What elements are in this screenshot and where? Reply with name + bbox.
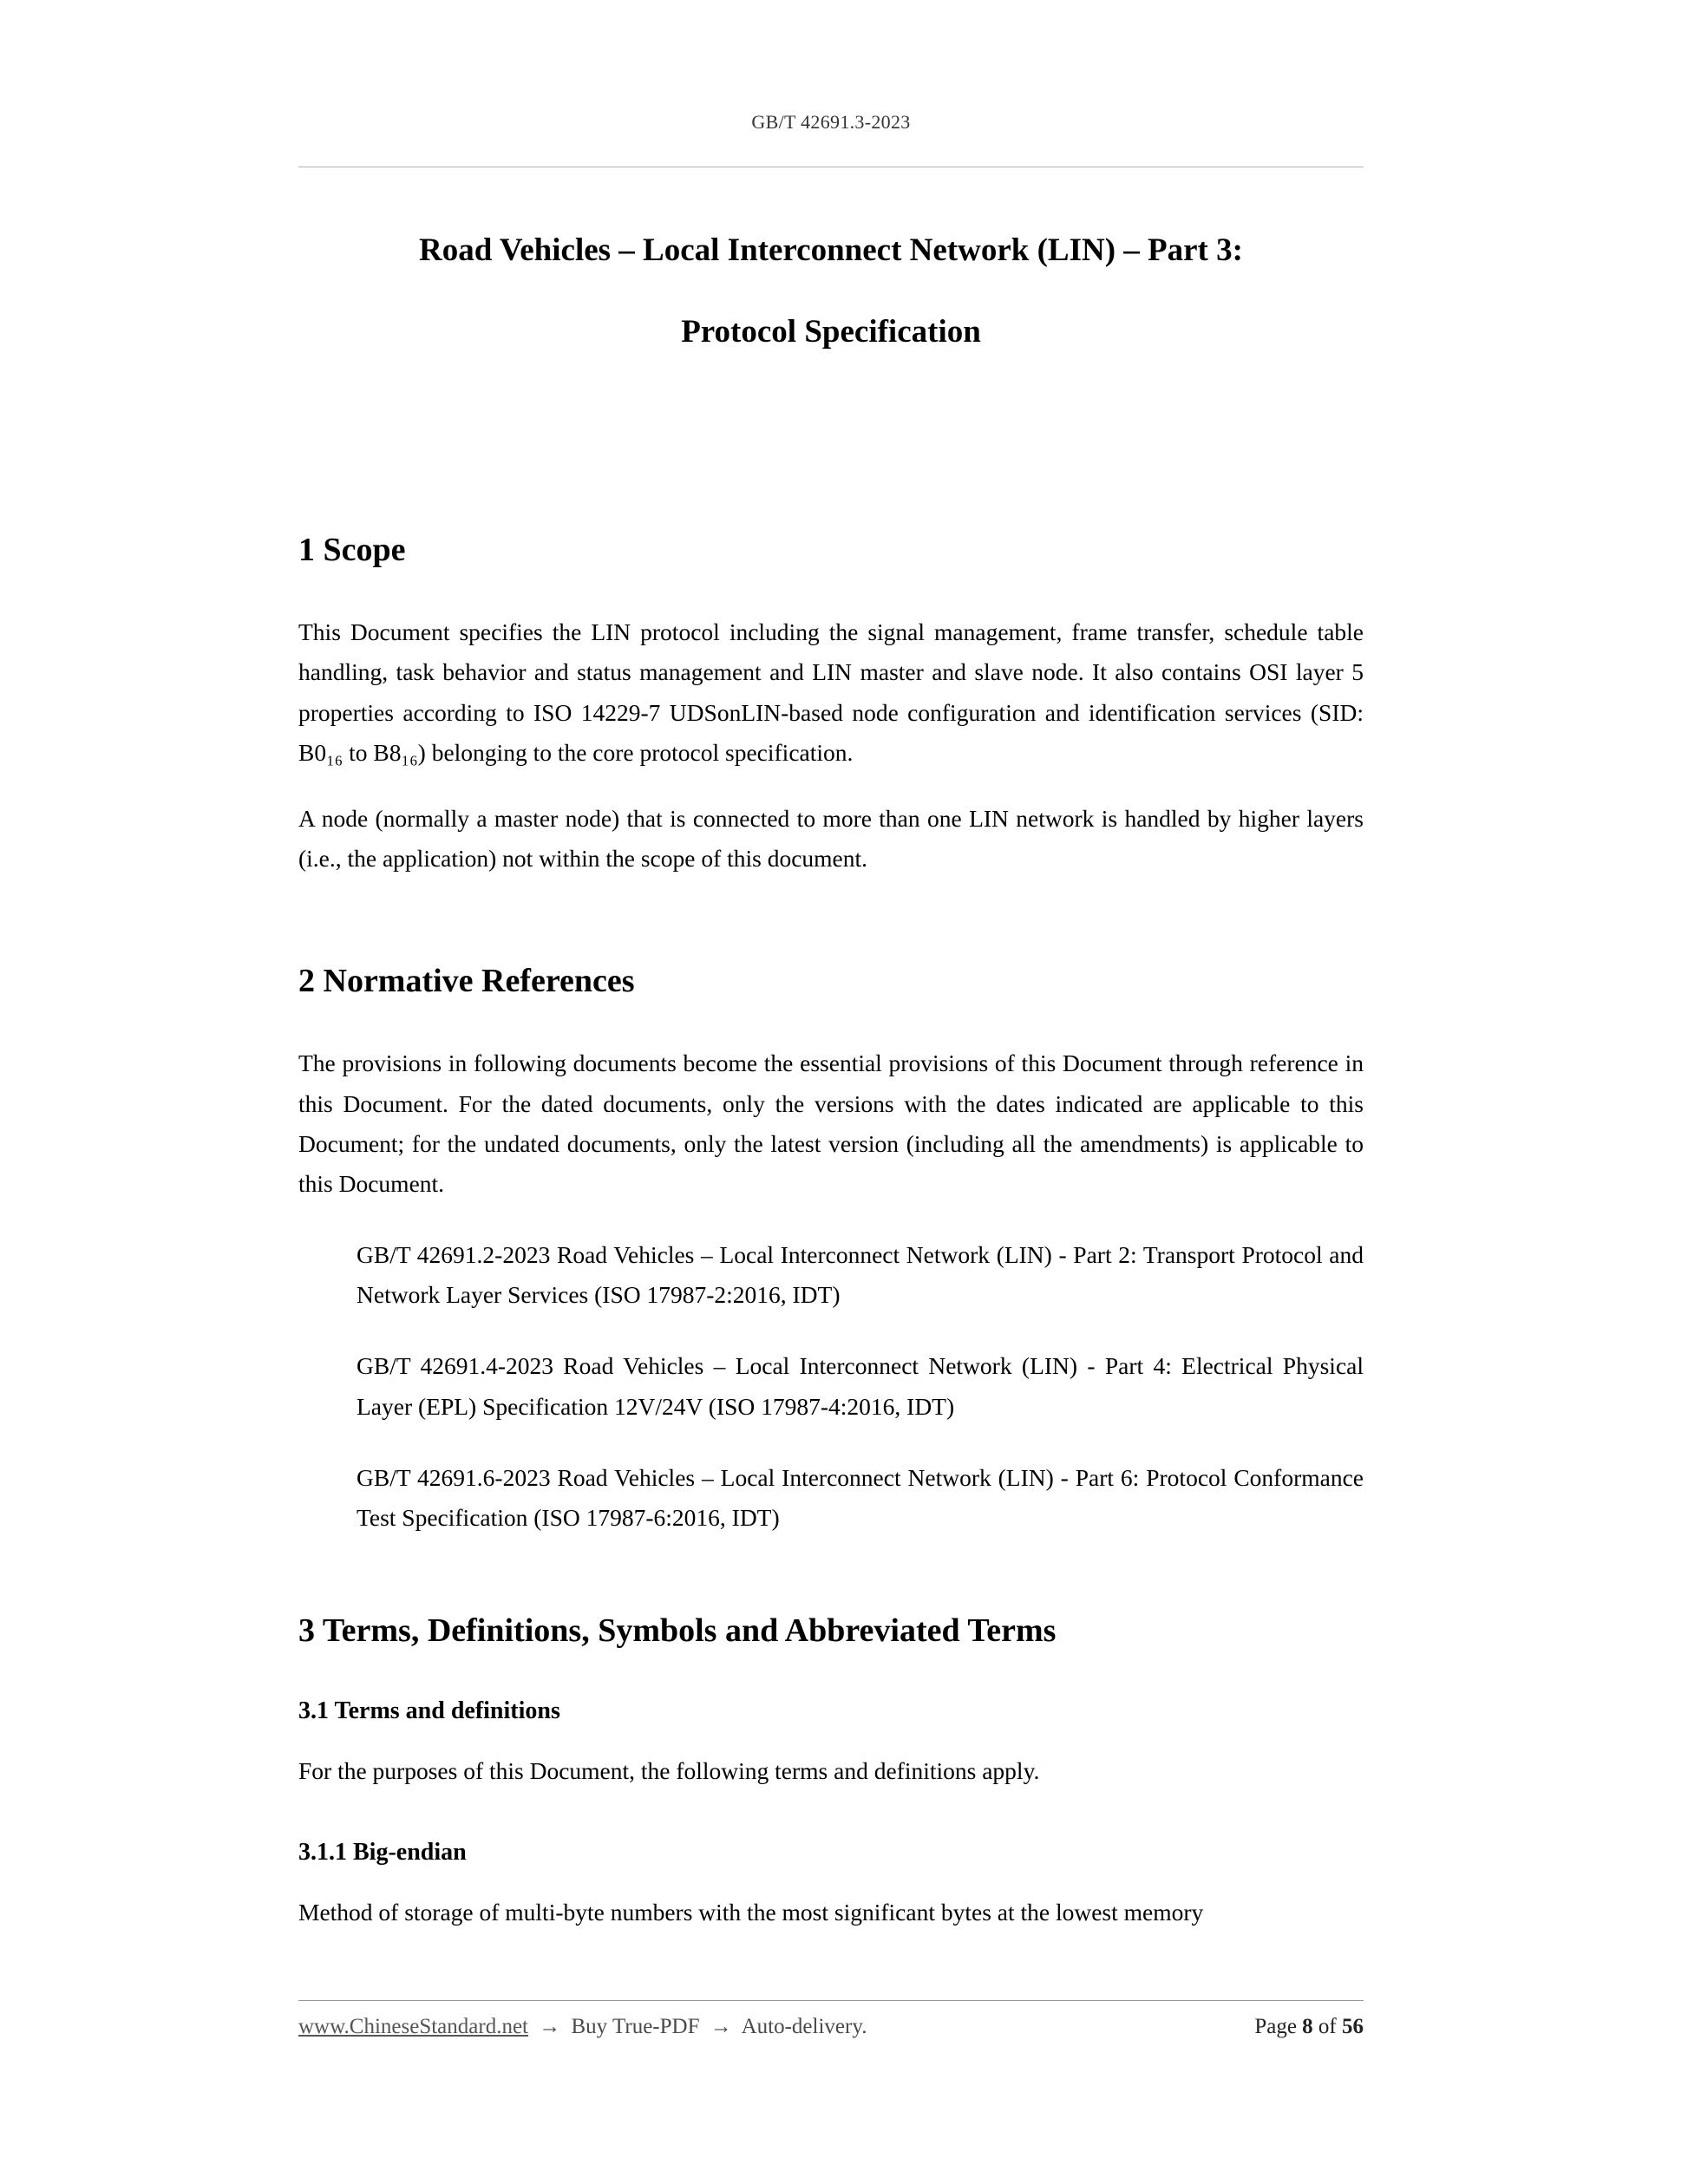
document-title-line2: Protocol Specification: [681, 314, 981, 350]
of-label: of: [1318, 2015, 1337, 2038]
big-endian-paragraph: Method of storage of multi-byte numbers with the most significant bytes at the lowest memory: [298, 1899, 1204, 1926]
footer-promo: [298, 2015, 867, 2039]
scope-paragraph-2: A node (normally a master node) that is connected to more than one LIN network is handled by higher layers (i.e., the application) not within the scope of this document.: [298, 804, 1364, 873]
footer-buy-label: Buy True-PDF: [571, 2015, 700, 2038]
document-title-line1: Road Vehicles – Local Interconnect Network (LIN) – Part 3:: [419, 232, 1243, 268]
reference-item: GB/T 42691.4-2023 Road Vehicles – Local Interconnect Network (LIN) - Part 4: Electrical Physical Layer (EPL) Specification 12V/24V (ISO 17987-4:2016, IDT): [357, 1352, 1364, 1420]
reference-item: GB/T 42691.2-2023 Road Vehicles – Local Interconnect Network (LIN) - Part 2: Transport Protocol and Network Layer Services (ISO 17987-2:2016, IDT): [357, 1241, 1364, 1309]
section-heading-terms: 3 Terms, Definitions, Symbols and Abbreviated Terms: [298, 1612, 1057, 1650]
total-page-number: 56: [1342, 2015, 1364, 2038]
page-indicator: [1254, 2015, 1364, 2039]
document-title: [298, 230, 1364, 353]
footer-website-link[interactable]: www.ChineseStandard.net: [298, 2015, 528, 2038]
subsection-heading-big-endian: 3.1.1 Big-endian: [298, 1839, 467, 1867]
section-heading-scope: 1 Scope: [298, 532, 406, 569]
normative-intro-paragraph: The provisions in following documents become the essential provisions of this Document through reference in this Document. For the dated documents, only the versions with the dates indicated are applicable to this Document; for the undated documents, only the latest version (including all the amendments) is applicable to this Document.: [298, 1049, 1364, 1197]
reference-item: GB/T 42691.6-2023 Road Vehicles – Local Interconnect Network (LIN) - Part 6: Protocol Conformance Test Specification (ISO 17987-6:2016, IDT): [357, 1463, 1364, 1531]
scope-paragraph-1: This Document specifies the LIN protocol including the signal management, frame transfer, schedule table handling, task behavior and status management and LIN master and slave node. It also contains OSI layer 5 properties according to ISO 14229-7 UDSonLIN-based node configuration and identification services (SID: B0₁₆ to B8₁₆) belonging to the core protocol specification.: [298, 618, 1364, 766]
page-content: [298, 0, 1364, 1959]
subsection-heading-terms-definitions: 3.1 Terms and definitions: [298, 1697, 560, 1725]
terms-intro-paragraph: For the purposes of this Document, the following terms and definitions apply.: [298, 1757, 1040, 1785]
page-label: Page: [1254, 2015, 1297, 2038]
arrow-icon: →: [710, 2015, 732, 2038]
doc-code-header: GB/T 42691.3-2023: [751, 111, 911, 133]
current-page-number: 8: [1302, 2015, 1313, 2038]
footer-delivery-label: Auto-delivery.: [741, 2015, 867, 2038]
page-footer: [298, 2000, 1364, 2039]
section-heading-normative-references: 2 Normative References: [298, 963, 635, 1000]
arrow-icon: →: [539, 2015, 561, 2038]
